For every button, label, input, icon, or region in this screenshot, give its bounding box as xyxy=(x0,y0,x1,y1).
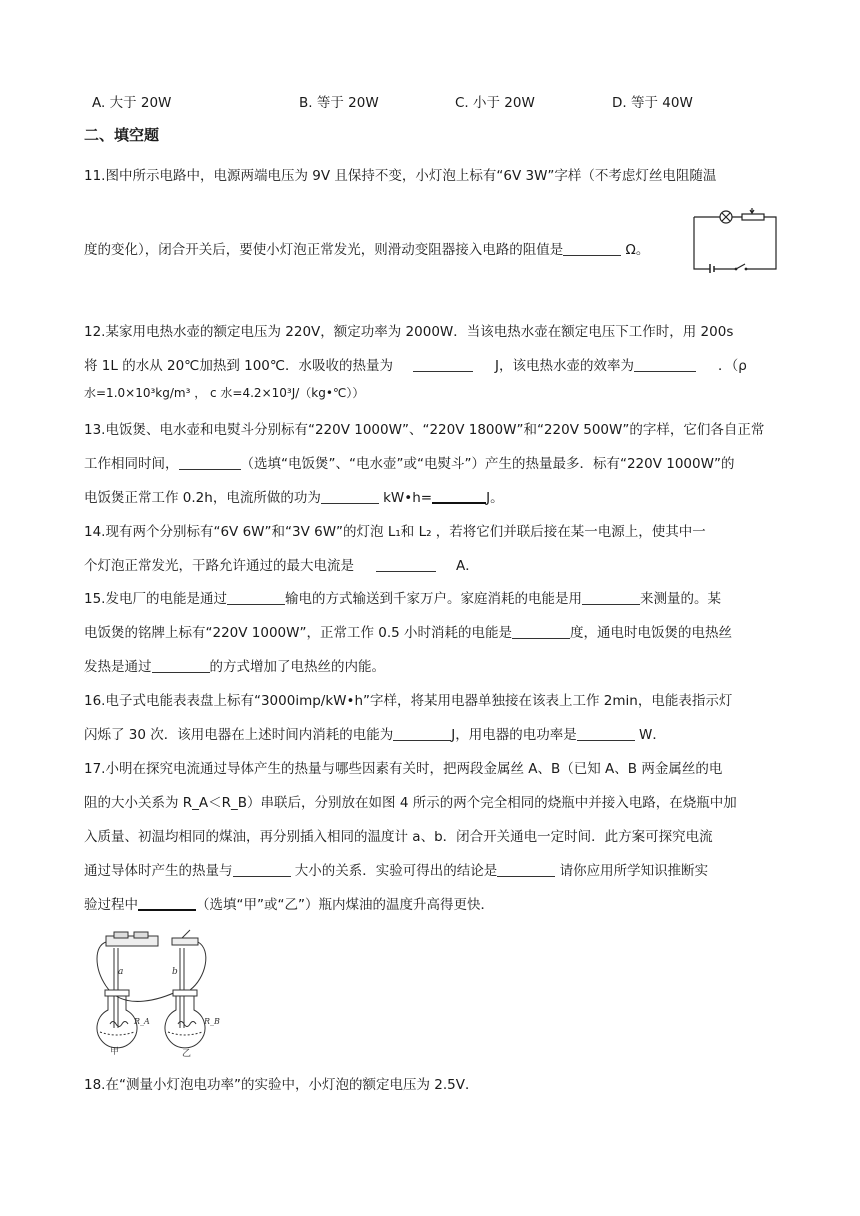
thermometer-b-label: b xyxy=(172,967,178,977)
q14-line1: 14.现有两个分别标有“6V 6W”和“3V 6W”的灯泡 L₁和 L₂ ，若将它们并联后接在某一电源上，使其中一 xyxy=(84,524,706,540)
q16-blank-energy[interactable] xyxy=(393,725,451,741)
thermometer-a-label: a xyxy=(118,967,124,977)
q12-blank-heat[interactable] xyxy=(413,356,473,372)
q11-line2: 度的变化），闭合开关后，要使小灯泡正常发光，则滑动变阻器接入电路的阻值是 Ω。 xyxy=(84,242,650,258)
q15-blank-meter[interactable] xyxy=(582,589,640,605)
resistor-a-label: R_A xyxy=(134,1017,150,1026)
q13-blank-device[interactable] xyxy=(179,454,241,470)
q14-blank-current[interactable] xyxy=(376,556,436,572)
q17-line1: 17.小明在探究电流通过导体产生的热量与哪些因素有关时，把两段金属丝 A、B（已知 A、B 两金属丝的电 xyxy=(84,761,723,777)
resistor-b-label: R_B xyxy=(204,1017,220,1026)
section-title: 二、填空题 xyxy=(84,126,160,144)
q13-blank-kwh[interactable] xyxy=(321,488,379,504)
option-c: C. 小于 20W xyxy=(455,95,535,111)
q17-blank-conclusion[interactable] xyxy=(497,861,555,877)
bottle-jia-label: 甲 xyxy=(110,1047,120,1057)
q15-blank-method[interactable] xyxy=(152,657,210,673)
bottle-yi-label: 乙 xyxy=(182,1049,192,1058)
option-b: B. 等于 20W xyxy=(299,95,379,111)
q15-line1: 15.发电厂的电能是通过 输电的方式输送到千家万户。家庭消耗的电能是用 来测量的。某 xyxy=(84,591,721,607)
q17-experiment-figure xyxy=(84,928,236,1058)
q17-blank-bottle[interactable] xyxy=(138,894,196,911)
option-a: A. 大于 20W xyxy=(92,95,172,111)
q13-line2: 工作相同时间， （选填“电饭煲”、“电水壶”或“电熨斗”）产生的热量最多．标有“220V 1000W”的 xyxy=(84,456,735,472)
q18-line1: 18.在“测量小灯泡电功率”的实验中，小灯泡的额定电压为 2.5V． xyxy=(84,1077,479,1093)
q13-line1: 13.电饭煲、电水壶和电熨斗分别标有“220V 1000W”、“220V 1800W”和“220V 500W”的字样，它们各自正常 xyxy=(84,422,765,438)
q17-line5: 验过程中 （选填“甲”或“乙”）瓶内煤油的温度升高得更快． xyxy=(84,893,494,913)
q11-line1: 11.图中所示电路中，电源两端电压为 9V 且保持不变，小灯泡上标有“6V 3W”字样（不考虑灯丝电阻随温 xyxy=(84,168,717,184)
q15-blank-energy[interactable] xyxy=(512,623,570,639)
q15-blank-transmission[interactable] xyxy=(227,589,285,605)
q17-blank-factor[interactable] xyxy=(233,861,291,877)
q12-line2: 将 1L 的水从 20℃加热到 100℃．水吸收的热量为 J，该电热水壶的效率为 ．（ρ xyxy=(84,358,747,374)
q14-line2: 个灯泡正常发光，干路允许通过的最大电流是 A． xyxy=(84,558,479,574)
option-d: D. 等于 40W xyxy=(612,95,693,111)
q11-blank[interactable] xyxy=(563,240,621,256)
q13-line3: 电饭煲正常工作 0.2h，电流所做的功为 kW•h= J。 xyxy=(84,486,504,506)
q12-blank-efficiency[interactable] xyxy=(634,356,696,372)
q13-blank-joule[interactable] xyxy=(432,487,486,504)
q16-blank-power[interactable] xyxy=(577,725,635,741)
q17-line3: 入质量、初温均相同的煤油，再分别插入相同的温度计 a、b．闭合开关通电一定时间．此方案可探究电流 xyxy=(84,829,713,845)
q15-line3: 发热是通过 的方式增加了电热丝的内能。 xyxy=(84,659,385,675)
q15-line2: 电饭煲的铭牌上标有“220V 1000W”，正常工作 0.5 小时消耗的电能是 度，通电时电饭煲的电热丝 xyxy=(84,625,733,641)
q16-line2: 闪烁了 30 次．该用电器在上述时间内消耗的电能为 J，用电器的电功率是 W． xyxy=(84,727,666,743)
q17-line2: 阻的大小关系为 R_A＜R_B）串联后，分别放在如图 4 所示的两个完全相同的烧瓶中并接入电路，在烧瓶中加 xyxy=(84,795,737,811)
q11-circuit-diagram xyxy=(690,207,780,273)
q17-line4: 通过导体时产生的热量与 大小的关系．实验可得出的结论是 请你应用所学知识推断实 xyxy=(84,863,709,879)
q16-line1: 16.电子式电能表表盘上标有“3000imp/kW•h”字样，将某用电器单独接在该表上工作 2min，电能表指示灯 xyxy=(84,693,733,709)
q12-line1: 12.某家用电热水壶的额定电压为 220V，额定功率为 2000W．当该电热水壶在额定电压下工作时，用 200s xyxy=(84,324,734,340)
q12-line3: 水=1.0×10³kg/m³ ， c 水=4.2×10³J/（kg•℃）） xyxy=(84,386,365,400)
